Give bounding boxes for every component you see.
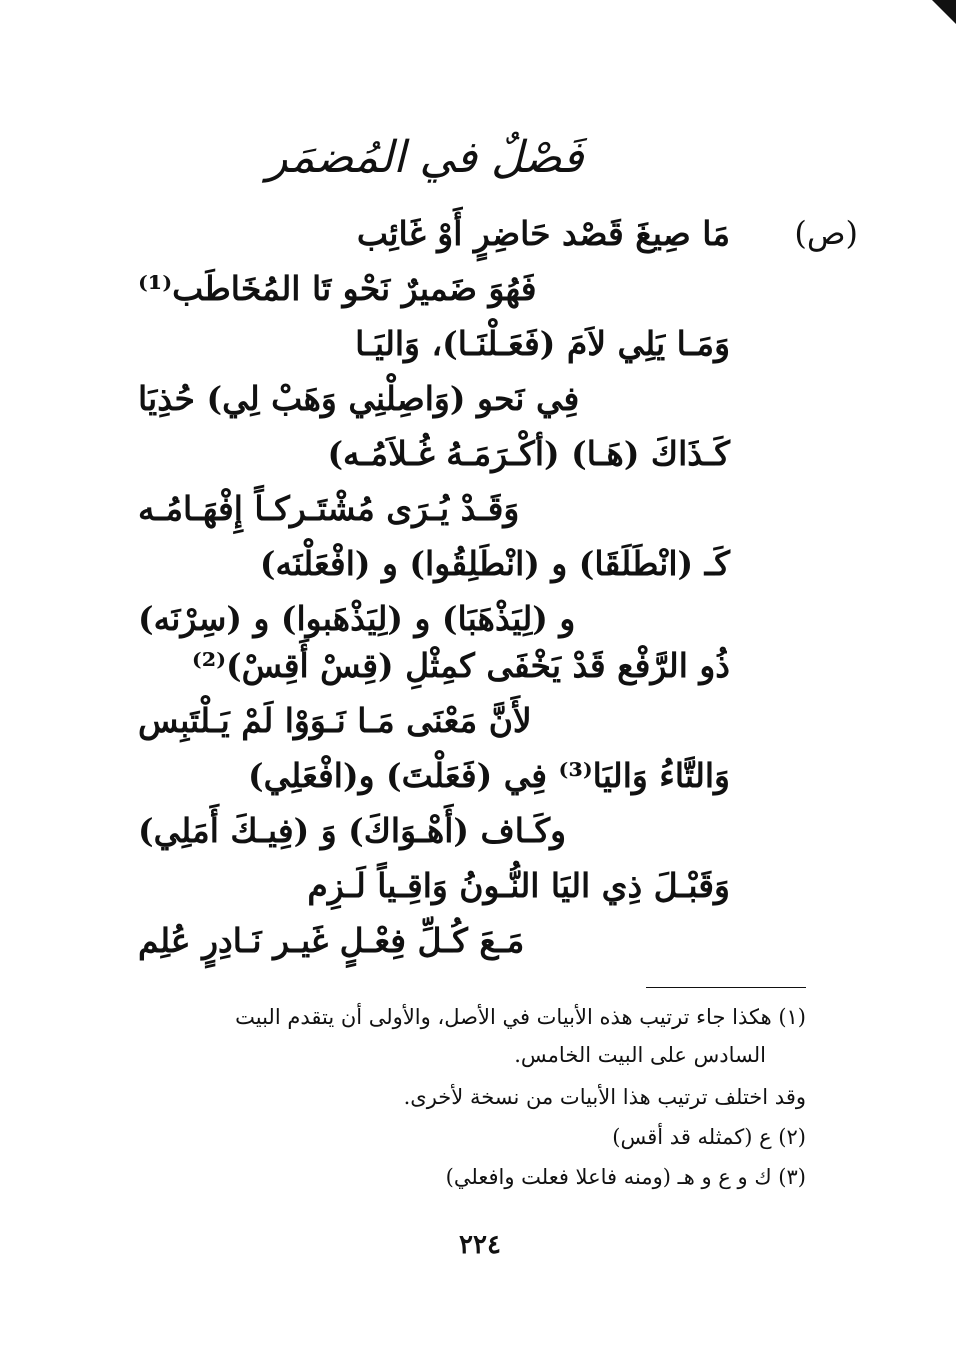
verse-line: وَقَبْـلَ ذِي اليَا النُّـونُ وَاقِـياً لَـزِم (307, 866, 730, 905)
footnote-2: (٢) ع (كمثله قد أقس) (612, 1125, 806, 1149)
verse-line: وَالتَّاءُ وَاليَا⁽³⁾ فِي (فَعَلْتَ) و(افْعَلِي) (248, 756, 730, 795)
verse-line: مَا صِيغَ قَصْد حَاضِرٍ أَوْ غَائِب (356, 214, 730, 253)
footnote-1-continuation: السادس على البيت الخامس. (514, 1043, 766, 1067)
footnote-1: (١) هكذا جاء ترتيب هذه الأبيات في الأصل، والأولى أن يتقدم البيت (235, 1005, 806, 1029)
footnote-3: (٣) ك و ع و هـ (ومنه فاعلا فعلت وافعلي) (445, 1165, 806, 1189)
page-number: ٢٢٤ (459, 1230, 501, 1260)
verse-line: ذُو الرَّفْع قَدْ يَخْفَى كمِثْلِ (قِسْ أَقِسْ)⁽²⁾ (191, 646, 730, 685)
section-heading: فَصْلٌ في المُضمَر (266, 132, 584, 183)
verse-line: كَـذَاكَ (هَـا) (أكْـرَمَـهُ غُـلاَمُـه) (327, 434, 730, 473)
footnote-note: وقد اختلف ترتيب هذا الأبيات من نسخة لأخرى. (403, 1085, 806, 1109)
verse-line: مَـعَ كُـلِّ فِعْـلٍ غَيـر نَـادِرٍ عُلِم (138, 921, 525, 960)
verse-line: وَقَـدْ يُـرَى مُشْتَـركـاً إِفْهَـامُـه (138, 489, 520, 528)
verse-line: لأَنَّ مَعْنَى مَـا نَـوَوْا لَمْ يَـلْتَبِس (138, 701, 532, 740)
verse-line: فِي نَحو (وَاصِلْنِي وَهَبْ لِي) حُذِيَا (138, 379, 580, 418)
verse-line: و (لِيَذْهَبَا) و (لِيَذْهَبوا) و (سِرْنَه) (138, 599, 576, 638)
verse-line: فَهُوَ ضَميرٌ نَحْو تَا المُخَاطَب⁽¹⁾ (138, 269, 537, 308)
verse-line: كَـ (انْطَلَقَا) و (انْطَلِقُوا) و (افْعَلْنَه) (259, 544, 730, 583)
verse-line: وَمَـا يَلِي لاَمَ (فَعَـلْنَـا)، وَاليَـا (355, 324, 730, 363)
footnote-divider (646, 987, 806, 988)
verse-line: وكَـاف (أَهْـوَاكَ) وَ (فِيـكَ أَمَلِي) (138, 811, 567, 850)
section-marker: (ص) (794, 214, 858, 252)
corner-mark (932, 0, 956, 24)
